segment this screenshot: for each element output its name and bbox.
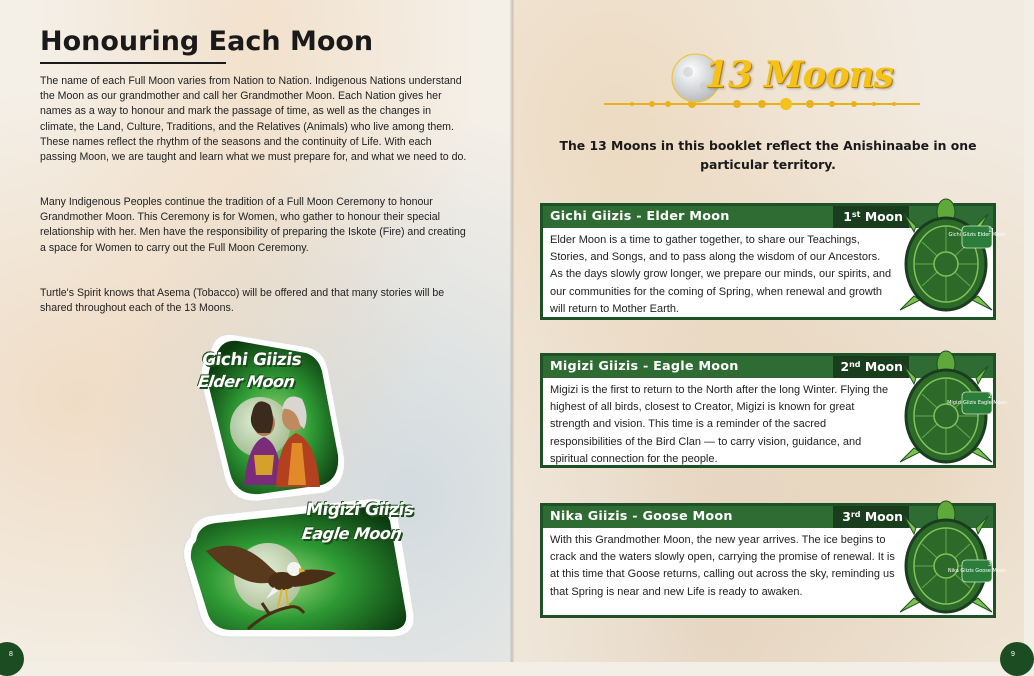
page-title: Honouring Each Moon xyxy=(40,26,374,57)
paragraph-ceremony: Many Indigenous Peoples continue the tradition of a Full Moon Ceremony to honour Grandmother Moon. This Ceremony is for Women, who gather to honour their special relationship with her. Men have the responsibility of preparing the Iskote (Fire) and creating a space for Women to carry out the Full Moon Ceremony. xyxy=(40,196,466,254)
moon-name: Nika Giizis - Goose Moon xyxy=(550,509,733,524)
turtle-illustration-2 xyxy=(896,344,1007,474)
turtle-illustration-1 xyxy=(896,192,1006,322)
moon-description: Migizi is the first to return to the North after the long Winter. Flying the highest of all birds, closest to Creator, Migizi is known for great strength and vision. This time is a reminder of the sacred responsibilities of the Bird Clan — to carry vision, guidance, and spiritual connection for the people. xyxy=(550,384,889,465)
left-page xyxy=(0,0,512,662)
page-number-left: 8 xyxy=(0,642,24,676)
svg-text:3: 3 xyxy=(988,561,992,568)
moon-ordinal: 1st Moon xyxy=(833,206,909,228)
paragraph-turtle-spirit: Turtle's Spirit knows that Asema (Tobacco) will be offered and that many stories will be shared throughout each of the 13 Moons. xyxy=(40,287,445,315)
svg-text:Gichi Giizis Elder Moon: Gichi Giizis Elder Moon xyxy=(948,232,1006,238)
moon-name: Migizi Giizis - Eagle Moon xyxy=(550,359,739,374)
svg-text:1: 1 xyxy=(988,227,992,234)
moon-description: Elder Moon is a time to gather together, to share our Teachings, Stories, and Songs, and to pass along the wisdom of our Ancestors. As the days slowly grow longer, we prepare our minds, our spirits, and our communities for the coming of Spring, when renewal and growth will return to Mother Earth. xyxy=(550,234,892,315)
page-number-right: 9 xyxy=(1000,642,1034,676)
right-page xyxy=(512,0,1024,662)
title-underline xyxy=(40,62,226,64)
moon-description: With this Grandmother Moon, the new year arrives. The ice begins to crack and the waters slowly open, carrying the promise of renewal. It is at this time that Goose returns, calling out across the sky, reminding us that Spring is near and new Life is ready to awaken. xyxy=(550,534,895,598)
eagle-moon-card xyxy=(178,495,418,640)
svg-text:2: 2 xyxy=(988,393,992,400)
svg-text:Nika Giizis Goose Moon: Nika Giizis Goose Moon xyxy=(947,568,1007,574)
svg-text:Migizi Giizis Eagle Moon: Migizi Giizis Eagle Moon xyxy=(947,400,1007,406)
moon-name: Gichi Giizis - Elder Moon xyxy=(550,209,730,224)
turtle-icon xyxy=(896,344,1007,474)
thirteen-moons-logo xyxy=(592,44,932,114)
turtle-icon xyxy=(896,192,1006,322)
paragraph-moon-names: The name of each Full Moon varies from Nation to Nation. Indigenous Nations understand the Moon as our grandmother and call her Grandmother Moon. Each Nation gives her names as a way to honour and mark the passage of time, as well as the changes in climate, the Land, Culture, Traditions, and the Relatives (Animals) who live among them. These names reflect the rhythm of the seasons and the continuity of Life. With each passing Moon, we are taught and learn what we must prepare for, and what we need to do. xyxy=(40,75,467,164)
moon-ordinal: 3rd Moon xyxy=(833,506,909,528)
elder-moon-card-name: Gichi Giizis xyxy=(200,350,303,370)
intro-text: The 13 Moons in this booklet reflect the Anishinaabe in one particular territory. xyxy=(559,138,977,172)
book-spine xyxy=(510,0,514,662)
eagle-moon-card-subtitle: Eagle Moon xyxy=(300,524,403,543)
eagle-moon-card-name: Migizi Giizis xyxy=(304,500,415,520)
moon-ordinal: 2nd Moon xyxy=(833,356,909,378)
elder-moon-card xyxy=(196,325,346,503)
turtle-icon xyxy=(896,494,1007,624)
elder-moon-card-subtitle: Elder Moon xyxy=(196,372,296,391)
logo-text: 13 Moons xyxy=(704,54,893,96)
turtle-illustration-3 xyxy=(896,494,1007,624)
